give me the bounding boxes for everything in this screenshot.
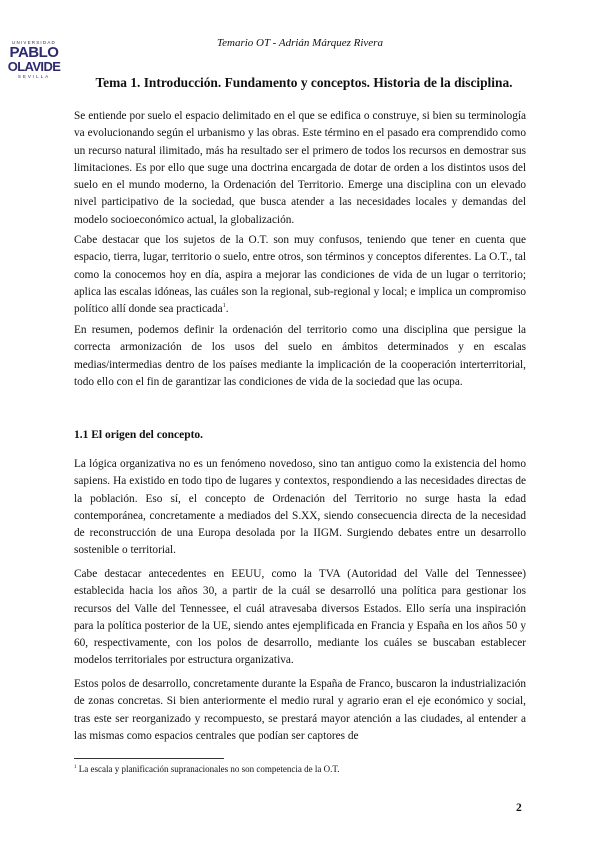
footnote-ref: 1 xyxy=(222,303,226,310)
intro-paragraph-1: Se entiende por suelo el espacio delimitado en el que se edifica o construye, si bien su terminología va evolucionando según el urbanismo y las obras. Este término en el pasado era comprendido como un recurso natural ilimitado, más ha resultado ser el primero de todos los recursos en demostrar sus limitaciones. Es por ello que suge una doctrina encargada de dotar de orden a los distintos usos del suelo en el mundo moderno, la Ordenación del Territorio. Emerge una disciplina con un elevado nivel participativo de la sociedad, que busca atender a las necesidades locales y demandas del modelo socioeconómico actual, la globalización. xyxy=(74,110,526,226)
section-paragraph-2: Cabe destacar antecedentes en EEUU, como la TVA (Autoridad del Valle del Tennessee) establecida hacia los años 30, a partir de la cuál se desarrolló una política para gestionar los recursos del Valle del Tennessee, el cuál atravesaba diversos Estados. Ello sería una inspiración para la política posterior de la UE, siendo antes ejemplificada en Francia y España en los años 50 y 60, respectivamente, con los polos de desarrollo, mediante los cuáles se buscaban establecer modelos territoriales por estructura organizativa. xyxy=(74,568,526,667)
section-heading: 1.1 El origen del concepto. xyxy=(74,429,204,441)
logo-olavide-text: OLAVIDE xyxy=(7,59,61,74)
footnote-number: 1 xyxy=(74,765,77,770)
section-paragraph-1: La lógica organizativa no es un fenómeno novedoso, sino tan antiguo como la existencia del homo sapiens. Ha existido en todo tipo de lugares y contextos, respondiendo a las necesidades directas de la población. Eso sí, el concepto de Ordenación del Territorio no surge hasta la edad contemporánea, concretamente a mediados del S.XX, siendo consecuencia directa de la necesidad de reconstrucción de una Europa desolada por la IIGM. Surgiendo debates entre un desarrollo sostenible o territorial. xyxy=(74,458,526,557)
intro-paragraph-3: En resumen, podemos definir la ordenación del territorio como una disciplina que persigue la correcta armonización de los usos del suelo en ámbitos determinados y en escalas medias/intermedias dentro de los países mediante la implicación de la cooperación interterritorial, todo ello con el fin de garantizar las condiciones de vida de la sociedad que las ocupa. xyxy=(74,324,526,388)
footnote-divider xyxy=(74,758,224,759)
logo-pablo-text: PABLO xyxy=(9,44,59,61)
footnote xyxy=(74,764,339,774)
running-header: Temario OT - Adrián Márquez Rivera xyxy=(217,37,383,49)
page-title: Tema 1. Introducción. Fundamento y conceptos. Historia de la disciplina. xyxy=(95,75,513,90)
page-number: 2 xyxy=(516,802,522,814)
intro-paragraph-2: Cabe destacar que los sujetos de la O.T. son muy confusos, teniendo que tener en cuenta que espacio, tierra, lugar, territorio o suelo, entre otros, son términos y conceptos diferentes. La O.T., tal como la conocemos hoy en día, aspira a mejorar las condiciones de vida de un lugar o territorio; aplica las escalas idóneas, las cuáles son la regional, sub-regional y local; e implica un compromiso político allí donde sea practicada$^1$. xyxy=(74,234,526,316)
section-paragraph-3: Estos polos de desarrollo, concretamente durante la España de Franco, buscaron la industrialización de zonas concretas. Si bien anteriormente el medio rural y agrario eran el eje económico y social, tras este ser reorganizado y recompuesto, se prestará mayor atención a las ciudades, al entender a las mismas como espacios centrales que podían ser captores de xyxy=(74,678,526,742)
footnote-text: La escala y planificación supranacionales no son competencia de la O.T. xyxy=(78,764,340,774)
logo-sevilla-text: SEVILLA xyxy=(17,74,51,79)
intro-paragraph-2-text: Cabe destacar que los sujetos de la O.T. son muy confusos, teniendo que tener en cuenta que espacio, tierra, lugar, territorio o suelo, entre otros, son términos y conceptos diferentes. La O.T., tal como la conocemos hoy en día, aspira a mejorar las condiciones de vida de un lugar o territorio; aplica las escalas idóneas, las cuáles son la regional, sub-regional y local; e implica un compromiso político allí donde sea practicada xyxy=(74,234,526,316)
logo-university-text: UNIVERSIDAD xyxy=(12,40,56,45)
